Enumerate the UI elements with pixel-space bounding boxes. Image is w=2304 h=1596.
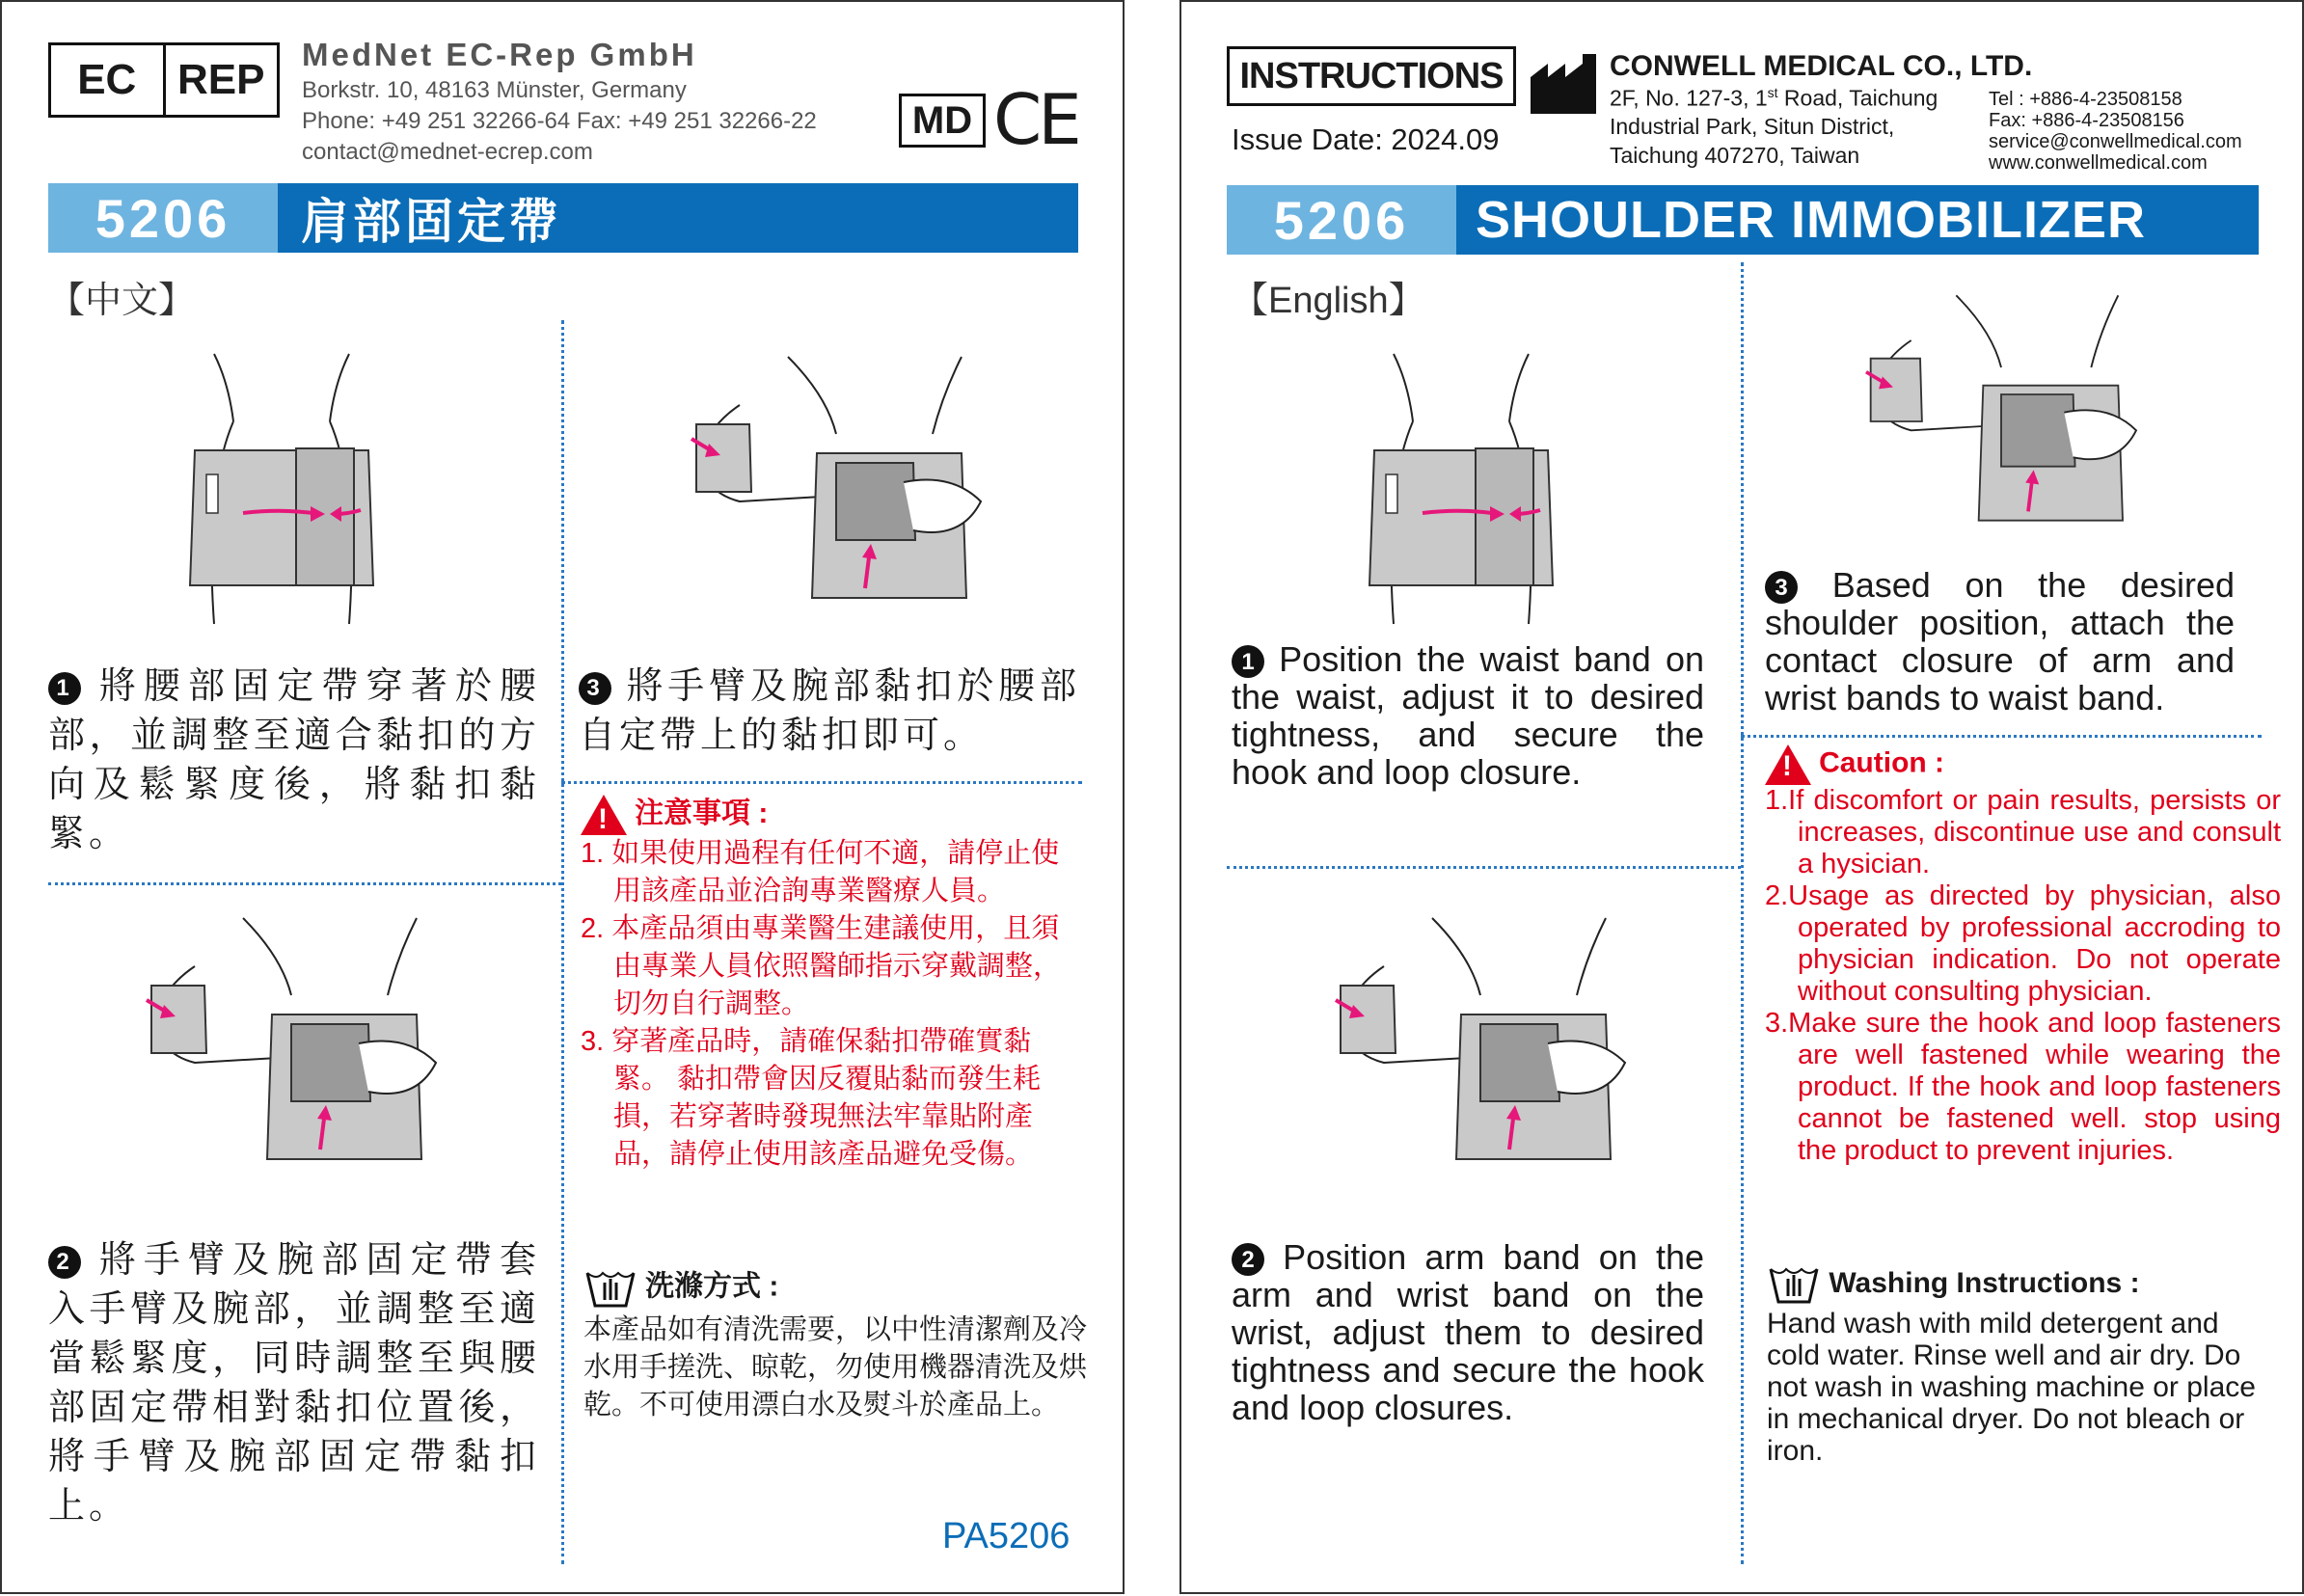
caution-item-zh: 1. 如果使用過程有任何不適，請停止使用該產品並洽詢專業醫療人員。 (581, 838, 1060, 907)
step-number-3: 3 (1765, 571, 1798, 604)
step-3-en (1765, 566, 2235, 717)
arm-band-attach-illustration (672, 347, 1000, 636)
caution-section-en (1765, 744, 2281, 1167)
ec-rep-symbol (48, 42, 280, 118)
document-code: PA5206 (942, 1516, 1071, 1556)
row-divider (48, 882, 561, 885)
column-divider (561, 320, 564, 1564)
english-page (1179, 0, 2304, 1594)
manufacturer-name: CONWELL MEDICAL CO., LTD. (1610, 50, 2033, 82)
step-2-zh (48, 1236, 540, 1531)
product-title: 肩部固定帶 (301, 195, 561, 249)
model-number: 5206 (1227, 185, 1456, 255)
waist-band-illustration (127, 344, 436, 634)
caution-item-zh: 3. 穿著產品時，請確保黏扣帶確實黏緊。 黏扣帶會因反覆貼黏而發生耗損，若穿著時發現無法牢靠貼附產品，請停止使用該產品避免受傷。 (581, 1026, 1042, 1171)
ec-rep-phone: Phone: +49 251 32266-64 Fax: +49 251 32266-22 (302, 108, 817, 134)
step-1-en (1232, 640, 1704, 791)
caution-item-en: 1.If discomfort or pain results, persists or increases, discontinue use and consult a hysician. (1765, 785, 2281, 879)
title-banner (1227, 185, 2259, 255)
step-1-en-text: Position the waist band on the waist, adjust it to desired tightness, and secure the hook and loop closure. (1232, 639, 1704, 793)
step-number-3: 3 (579, 672, 611, 705)
arm-wrist-band-illustration (1307, 908, 1654, 1198)
tel: Tel : +886-4-23508158 (1989, 89, 2182, 110)
instructions-label: INSTRUCTIONS (1227, 46, 1516, 106)
manufacturer-icon (1529, 52, 1600, 116)
warning-icon (581, 795, 627, 835)
ec-rep-email: contact@mednet-ecrep.com (302, 139, 593, 165)
md-mark: MD (899, 94, 986, 148)
hand-wash-icon (1767, 1261, 1821, 1308)
ec-rep-address: Borkstr. 10, 48163 Münster, Germany (302, 77, 687, 103)
title-banner (48, 183, 1078, 253)
caution-divider (561, 781, 1082, 784)
arm-wrist-band-illustration (118, 908, 465, 1198)
ec-rep-company: MedNet EC-Rep GmbH (302, 37, 697, 72)
contact-block (1989, 89, 2242, 174)
step-2-en (1232, 1238, 1704, 1426)
step-number-2: 2 (48, 1246, 81, 1279)
column-divider (1741, 262, 1744, 1564)
caution-item-en: 3.Make sure the hook and loop fasteners are well fastened while wearing the product. If the hook and loop fasteners cannot be fastened well. stop using the product to prevent injuries. (1765, 1008, 2281, 1166)
caution-item-en: 2.Usage as directed by physician, also operated by professional accroding to physician indication. Do not operate without consulting physician. (1765, 880, 2281, 1007)
warning-icon (1765, 744, 1811, 785)
step-number-1: 1 (48, 672, 81, 705)
caution-title-en: Caution : (1819, 746, 1945, 779)
step-1-zh-text: 將腰部固定帶穿著於腰部，並調整至適合黏扣的方向及鬆緊度後，將黏扣黏緊。 (48, 666, 540, 854)
wash-text-en: Hand wash with mild detergent and cold water. Rinse well and air dry. Do not wash in washing machine or place in mechanical dryer. Do not bleach or iron. (1767, 1308, 2256, 1467)
issue-date: Issue Date: 2024.09 (1232, 122, 1500, 156)
wash-title-zh: 洗滌方式 : (645, 1270, 779, 1303)
ec-label: EC (77, 56, 137, 103)
washing-section-en (1767, 1261, 2278, 1467)
step-3-zh-text: 將手臂及腕部黏扣於腰部自定帶上的黏扣即可。 (579, 666, 1080, 756)
step-number-1: 1 (1232, 645, 1264, 678)
washing-section-zh (583, 1265, 1090, 1424)
email: service@conwellmedical.com (1989, 131, 2242, 152)
website: www.conwellmedical.com (1989, 152, 2208, 174)
step-3-zh (579, 663, 1080, 761)
caution-divider (1741, 735, 2262, 738)
manufacturer-address-line3: Taichung 407270, Taiwan (1610, 143, 1860, 168)
language-label: 【中文】 (48, 281, 196, 321)
chinese-page (0, 0, 1125, 1594)
fax: Fax: +886-4-23508156 (1989, 110, 2184, 131)
caution-section-zh (581, 795, 1087, 1174)
step-2-zh-text: 將手臂及腕部固定帶套入手臂及腕部，並調整至適當鬆緊度，同時調整至與腰部固定帶相對黏扣位置後，將手臂及腕部固定帶黏扣上。 (48, 1240, 540, 1527)
step-3-en-text: Based on the desired shoulder position, attach the contact closure of arm and wrist bands to waist band. (1765, 565, 2235, 718)
model-number: 5206 (48, 183, 278, 253)
manufacturer-address-line2: Industrial Park, Situn District, (1610, 114, 1895, 139)
caution-item-zh: 2. 本產品須由專業醫生建議使用，且須由專業人員依照醫師指示穿戴調整，切勿自行調整。 (581, 913, 1062, 1020)
wash-text-zh: 本產品如有清洗需要，以中性清潔劑及冷水用手搓洗、晾乾，勿使用機器清洗及烘乾。不可使用漂白水及熨斗於產品上。 (583, 1314, 1088, 1420)
rep-label: REP (163, 45, 278, 115)
arm-band-attach-illustration (1837, 286, 2165, 556)
hand-wash-icon (583, 1265, 637, 1312)
wash-title-en: Washing Instructions : (1829, 1266, 2140, 1299)
waist-band-illustration (1307, 344, 1615, 634)
product-title: SHOULDER IMMOBILIZER (1476, 191, 2146, 249)
language-label: 【English】 (1232, 281, 1425, 321)
ce-mark: CE (993, 79, 1078, 160)
caution-title-zh: 注意事項 : (635, 798, 769, 829)
row-divider (1227, 866, 1741, 869)
step-2-en-text: Position arm band on the arm and wrist band on the wrist, adjust them to desired tightness and secure the hook and loop closures. (1232, 1237, 1704, 1428)
step-1-zh (48, 663, 540, 859)
step-number-2: 2 (1232, 1243, 1264, 1276)
manufacturer-address-line1: 2F, No. 127-3, 1st Road, Taichung (1610, 85, 1938, 111)
